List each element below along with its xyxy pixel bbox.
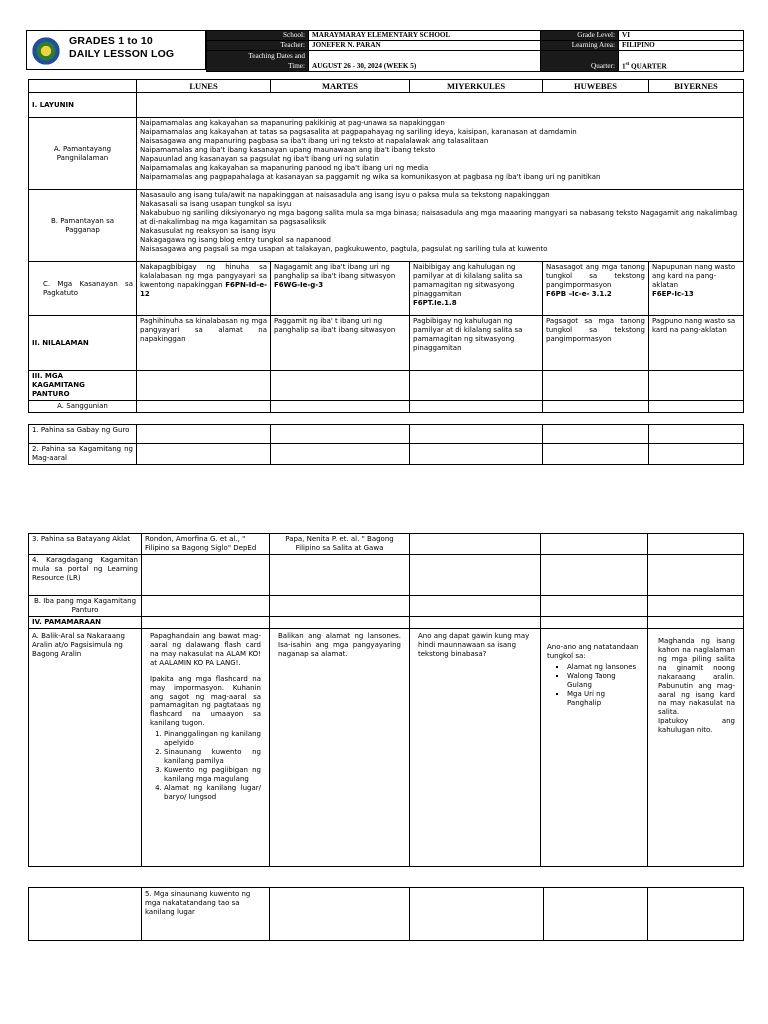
batayang-huwebes (541, 534, 648, 555)
pamamaraan-martes (270, 616, 410, 628)
gabay-row (29, 425, 744, 444)
pamantayan-sa-pagganap-label: B. Pamantayan sa Pagganap (29, 190, 137, 262)
learning-area-value: FILIPINO (619, 41, 744, 51)
batayang-martes: Papa, Nenita P. et. al. " Bagong Filipino sa Salita at Gawa (270, 534, 410, 555)
nilalaman-lunes: Paghihinuha sa kinalabasan ng mga pangyayari sa alamat na napakinggan (137, 316, 271, 371)
day-miyerkules: MIYERKULES (410, 80, 543, 93)
grade-level-value: VI (619, 31, 744, 41)
pamamaraan-huwebes (541, 616, 648, 628)
pamamaraan-lunes (142, 616, 270, 628)
continuation-miyerkules (410, 888, 544, 941)
day-biyernes: BIYERNES (649, 80, 744, 93)
kagamitan-martes (271, 371, 410, 401)
pagganap-line: Nakagagawa ng isang blog entry tungkol sa napanood (140, 235, 331, 244)
kasanayan-text: Nagagamit ang iba't ibang uri ng panghalip sa iba't ibang sitwasyon (274, 263, 396, 280)
pagganap-line: Nakasusulat ng reaksyon sa isang isyu (140, 226, 276, 235)
school-value: MARAYMARAY ELEMENTARY SCHOOL (309, 31, 541, 41)
huwebes-intro: Ano-ano ang natatandaan tungkol sa: (547, 642, 639, 660)
continuation-huwebes (544, 888, 648, 941)
pangnilalaman-line: Naipamamalas ang iba't ibang kasanayan upang maunawaan ang iba't ibang teksto (140, 145, 436, 154)
mag-aaral-label: 2. Pahina sa Kagamitang ng Mag-aaral (29, 444, 137, 465)
balik-aral-row (29, 628, 744, 866)
mag-aaral-martes (271, 444, 410, 465)
kasanayan-text: Napupunan nang wasto ang kard na pang-aklatan (652, 263, 736, 289)
nilalaman-miyerkules: Pagbibigay ng kahulugan ng pamilyar at di kilalang salita sa pamamagitan ng sitwasyong pinaggamitan (410, 316, 543, 371)
balik-aral-biyernes (648, 628, 744, 866)
dates-label-line1: Teaching Dates and (248, 52, 305, 60)
iba-pang-miyerkules (410, 595, 541, 616)
batayang-label: 3. Pahina sa Batayang Aklat (29, 534, 142, 555)
pamantayan-sa-pagganap-row (29, 190, 744, 262)
layunin-row (29, 93, 744, 118)
quarter-value (619, 51, 744, 72)
pangnilalaman-line: Naipamamalas ang kakayahan sa mapanuring pakikinig at pag-unawa sa napakinggan (140, 119, 445, 127)
lesson-log-table-page2 (28, 533, 744, 867)
gabay-lunes (137, 425, 271, 444)
sanggunian-biyernes (649, 401, 744, 413)
karagdagang-lunes (142, 554, 270, 595)
list-item: ▪ Alamat ng lansones (567, 663, 641, 672)
kasanayan-biyernes (649, 262, 744, 316)
lunes-numbered-list (150, 730, 261, 802)
title-line-2: DAILY LESSON LOG (69, 48, 175, 60)
pamantayang-pangnilalaman-row (29, 118, 744, 190)
balik-aral-lunes (142, 628, 270, 866)
pamantayang-pangnilalaman-content (137, 118, 744, 190)
kagamitan-label-3: PANTURO (32, 389, 70, 398)
karagdagang-biyernes (648, 554, 744, 595)
iba-pang-lunes (142, 595, 270, 616)
competency-code: F6EP-Ic-13 (652, 289, 694, 298)
karagdagang-miyerkules (410, 554, 541, 595)
quarter-label: Quarter: (541, 51, 619, 72)
kasanayan-row (29, 262, 744, 316)
mag-aaral-row (29, 444, 744, 465)
pamantayan-sa-pagganap-content (137, 190, 744, 262)
pangnilalaman-line: Naisasagawa ang mapanuring pagbasa sa iba't ibang uri ng teksto at napalalawak ang talasalitaan (140, 136, 489, 145)
kasanayan-label: C. Mga Kasanayan sa Pagkatuto (29, 262, 137, 316)
kagamitan-row (29, 371, 744, 401)
kagamitan-biyernes (649, 371, 744, 401)
kasanayan-lunes (137, 262, 271, 316)
mag-aaral-lunes (137, 444, 271, 465)
days-header-row (29, 80, 744, 93)
list-item: 4. Alamat ng kanilang lugar/ baryo/ lungsod (164, 784, 261, 802)
balik-aral-martes: Balikan ang alamat ng lansones. Isa-isahin ang mga pangyayaring naganap sa alamat. (270, 628, 410, 866)
balik-aral-label: A. Balik-Aral sa Nakaraang Aralin at/o Pagsisimula ng Bagong Aralin (29, 628, 142, 866)
karagdagang-label: 4. Karagdagang Kagamitan mula sa portal ng Learning Resource (LR) (29, 554, 142, 595)
dates-value: AUGUST 26 - 30, 2024 (WEEK 5) (309, 51, 541, 72)
karagdagang-martes (270, 554, 410, 595)
pamamaraan-miyerkules (410, 616, 541, 628)
kagamitan-miyerkules (410, 371, 543, 401)
competency-code: F6WG-Ie-g-3 (274, 280, 324, 289)
pangnilalaman-line: Naipamamalas ang pagpapahalaga at kasanayan sa paggamit ng wika sa komunikasyon at pagbasa ng iba't ibang uri ng panitikan (140, 172, 601, 181)
kagamitan-label-1: III. MGA (32, 372, 64, 381)
iba-pang-label: B. Iba pang mga Kagamitang Panturo (29, 595, 142, 616)
batayang-lunes: Rondon, Amorfina G. et al., " Filipino sa Bagong Siglo" DepEd (142, 534, 270, 555)
list-item: ▪ Walong Taong Gulang (567, 672, 641, 690)
biyernes-p1: Maghanda ng isang kahon na naglalaman ng mga piling salita na ginamit noong nakaraang aralin. Pabunutin ang mag-aaral ng isang kard na may nakasulat na salita. (658, 636, 735, 717)
pagganap-line: Nasasaulo ang isang tula/awit na napakinggan at naisasadula ang isang isyu o paksa mula sa tekstong napakinggan (140, 191, 550, 199)
dates-label-line2: Time: (288, 62, 305, 70)
layunin-label: I. LAYUNIN (29, 93, 137, 118)
grade-level-label: Grade Level: (541, 31, 619, 41)
layunin-content (137, 93, 744, 118)
kasanayan-huwebes (543, 262, 649, 316)
header-info-table (206, 30, 744, 72)
quarter-word: QUARTER (631, 62, 667, 70)
batayang-biyernes (648, 534, 744, 555)
iba-pang-row (29, 595, 744, 616)
teacher-label: Teacher: (207, 41, 309, 51)
corner-cell (29, 80, 137, 93)
dates-label (207, 51, 309, 72)
pangnilalaman-line: Napauunlad ang kasanayan sa pagsulat ng iba't ibang uri ng sulatin (140, 154, 379, 163)
kasanayan-miyerkules (410, 262, 543, 316)
continuation-martes (270, 888, 410, 941)
kasanayan-text: Nakapagbibigay ng hinuha sa kalalabasan ng mga pangyayari sa kwentong napakinggan (140, 263, 267, 289)
kagamitan-label-2: KAGAMITANG (32, 381, 85, 390)
school-label: School: (207, 31, 309, 41)
mag-aaral-miyerkules (410, 444, 543, 465)
nilalaman-row (29, 316, 744, 371)
batayang-miyerkules (410, 534, 541, 555)
nilalaman-biyernes: Pagpuno nang wasto sa kard na pang-aklatan (649, 316, 744, 371)
gabay-huwebes (543, 425, 649, 444)
balik-aral-lunes-p1: Papaghandain ang bawat mag-aaral ng dalawang flash card na may nakasulat na ALAM KO! at AALAMIN KO PA LANG!. (150, 631, 261, 667)
sanggunian-lunes (137, 401, 271, 413)
sanggunian-row (29, 401, 744, 413)
pamamaraan-row (29, 616, 744, 628)
pamantayang-pangnilalaman-label: A. Pamantayang Pangnilalaman (29, 118, 137, 190)
pagganap-line: Naisasagawa ang pagsali sa mga usapan at talakayan, pagkukuwento, pagtula, pagsulat ng sariling tula at kuwento (140, 244, 548, 253)
gabay-martes (271, 425, 410, 444)
sanggunian-huwebes (543, 401, 649, 413)
kagamitan-lunes (137, 371, 271, 401)
balik-aral-lunes-p2: Ipakita ang mga flashcard na may impormasyon. Kuhanin ang sagot ng mag-aaral sa pamamagitan ng pagtataas ng flashcard na umaayon sa kanilang tugon. (150, 674, 261, 728)
gabay-table (28, 424, 744, 465)
competency-code: F6PN-Id-e-12 (140, 280, 267, 298)
deped-seal-icon (31, 36, 61, 66)
teacher-value: JONEFER N. PARAN (309, 41, 541, 51)
competency-code: F6PB –Ic-e- 3.1.2 (546, 289, 612, 298)
kasanayan-text: Naibibigay ang kahulugan ng pamilyar at di kilalang salita sa pamamagitan ng sitwasyong pinaggamitan (413, 263, 523, 298)
karagdagang-row (29, 554, 744, 595)
title-line-1: GRADES 1 to 10 (69, 35, 153, 47)
balik-aral-miyerkules: Ano ang dapat gawin kung may hindi maunnawaan sa isang tekstong binabasa? (410, 628, 541, 866)
mag-aaral-biyernes (649, 444, 744, 465)
continuation-biyernes (648, 888, 744, 941)
pangnilalaman-line: Naipamamalas ang kakayahan sa mapanuring panood ng iba't ibang uri ng media (140, 163, 429, 172)
pamamaraan-biyernes (648, 616, 744, 628)
iba-pang-martes (270, 595, 410, 616)
list-item: 3. Kuwento ng pagiibigan ng kanilang mga magulang (164, 766, 261, 784)
pangnilalaman-line: Naipamamalas ang kakayahan at tatas sa pagsasalita at pagpapahayag ng sariling ideya, kaisipan, karanasan at damdamin (140, 127, 577, 136)
continuation-lunes: 5. Mga sinaunang kuwento ng mga nakatatandang tao sa kanilang lugar (142, 888, 270, 941)
biyernes-p2: Ipatukoy ang kahulugan nito. (658, 717, 735, 735)
sanggunian-martes (271, 401, 410, 413)
continuation-row (29, 888, 744, 941)
competency-code: F6PT.Ie.1.8 (413, 298, 457, 307)
huwebes-bullet-list (547, 663, 641, 708)
gabay-label: 1. Pahina sa Gabay ng Guro (29, 425, 137, 444)
batayang-row (29, 534, 744, 555)
header-title-box (26, 30, 206, 70)
pamamaraan-label: IV. PAMAMARAAN (29, 616, 142, 628)
iba-pang-biyernes (648, 595, 744, 616)
nilalaman-label: II. NILALAMAN (29, 316, 137, 371)
document-title (69, 35, 174, 61)
lesson-log-table-page3 (28, 887, 744, 941)
pagganap-line: Nakasasali sa isang usapan tungkol sa isyu (140, 199, 292, 208)
iba-pang-huwebes (541, 595, 648, 616)
list-item: ▪ Mga Uri ng Panghalip (567, 690, 641, 708)
continuation-label (29, 888, 142, 941)
list-item: 1. Pinanggalingan ng kanilang apelyido (164, 730, 261, 748)
nilalaman-martes: Paggamit ng iba' t ibang uri ng panghalip sa iba't ibang sitwasyon (271, 316, 410, 371)
list-item: 2. Sinaunang kuwento ng kanilang pamilya (164, 748, 261, 766)
sanggunian-label: A. Sanggunian (29, 401, 137, 413)
gabay-biyernes (649, 425, 744, 444)
karagdagang-huwebes (541, 554, 648, 595)
quarter-num: 1 (622, 62, 626, 70)
mag-aaral-huwebes (543, 444, 649, 465)
kasanayan-martes (271, 262, 410, 316)
day-lunes: LUNES (137, 80, 271, 93)
balik-aral-huwebes (541, 628, 648, 866)
kagamitan-huwebes (543, 371, 649, 401)
gabay-miyerkules (410, 425, 543, 444)
day-huwebes: HUWEBES (543, 80, 649, 93)
nilalaman-huwebes: Pagsagot sa mga tanong tungkol sa tekstong pangimpormasyon (543, 316, 649, 371)
sanggunian-miyerkules (410, 401, 543, 413)
kagamitan-label (29, 371, 137, 401)
quarter-sup: st (625, 61, 630, 67)
pagganap-line: Nakabubuo ng sariling diksiyonaryo ng mga bagong salita mula sa mga binasa; naisasadula ang mga maaaring mangyari sa nabasang teksto Nagagamit ang nakalimbag at di-nakalimbag na mga kagamitan sa pagsasaliksik (140, 208, 738, 226)
day-martes: MARTES (271, 80, 410, 93)
lesson-log-table (28, 79, 744, 413)
learning-area-label: Learning Area: (541, 41, 619, 51)
kasanayan-text: Nasasagot ang mga tanong tungkol sa tekstong pangimpormasyon (546, 263, 645, 289)
